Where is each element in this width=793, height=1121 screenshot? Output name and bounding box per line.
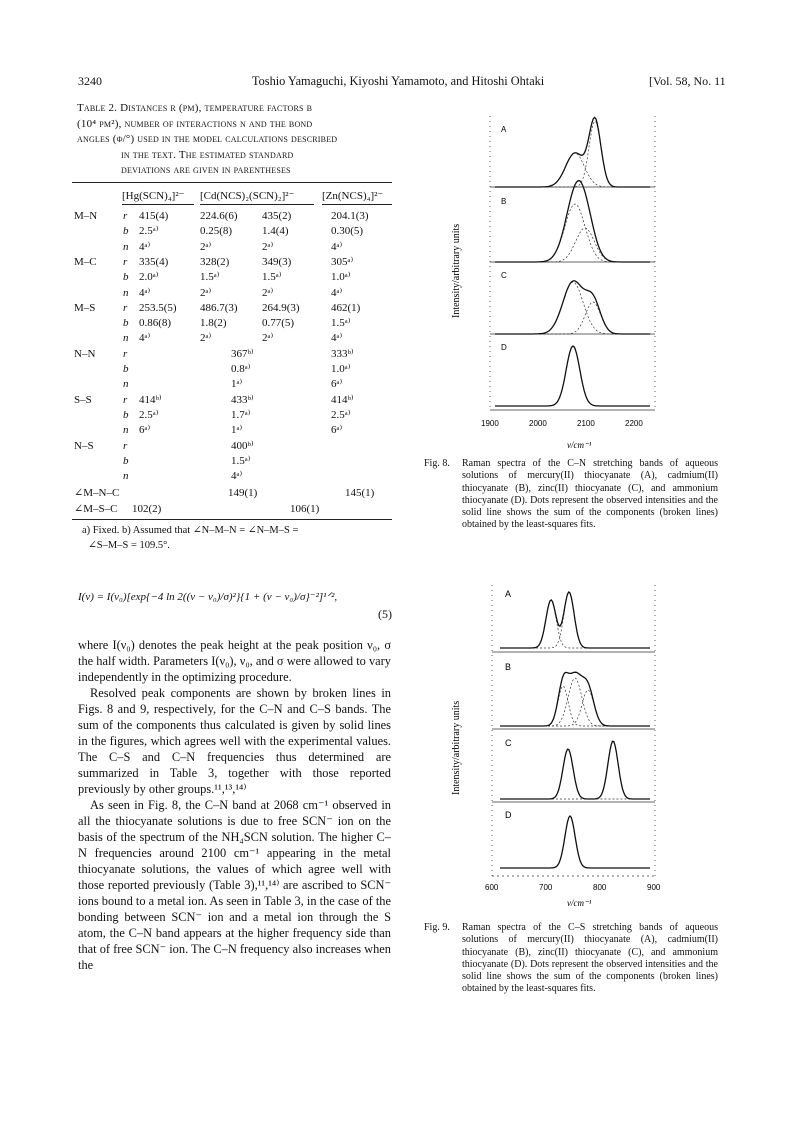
fig9-panel-C: C [505, 738, 512, 748]
fig8-B-sum-curve [495, 181, 650, 262]
table-row-label: S–S [74, 393, 92, 406]
fig8-frame [490, 116, 655, 410]
table-param: r [123, 210, 128, 222]
fig9-tick: 700 [539, 883, 553, 892]
figure-8-caption [424, 458, 718, 532]
fig9-caption-text: Raman spectra of the C–S stretching bands of aqueous solutions of mercury(II) thiocyanate (A), cadmium(II) thiocyanate (B), zinc(II) thiocyanate (C), and ammonium thiocyanate (D). Dots represent the observed intensities and the solid line shows the sum of the components (broken lines) obtained by the least-squares fits. [462, 922, 718, 995]
fig9-C-component-curve [500, 749, 650, 799]
table-cell: 1ᵃ⁾ [231, 424, 243, 437]
fig9-B-component-curve [500, 690, 650, 726]
table-cell: 462(1) [331, 301, 361, 314]
table-cell: 349(3) [262, 255, 292, 268]
fig8-x-axis-label: ν/cm⁻¹ [567, 440, 592, 450]
table-cell: 2ᵃ⁾ [262, 286, 274, 299]
fig8-D-sum-curve [495, 346, 650, 406]
fig9-frame [492, 585, 655, 876]
table-cell: 106(1) [290, 502, 320, 515]
table-cell: 264.9(3) [262, 301, 300, 314]
table-param: b [123, 317, 129, 330]
table-row-label: ∠M–N–C [74, 487, 120, 500]
fig9-tick: 900 [647, 883, 661, 892]
figure-8-plot [445, 110, 675, 455]
table-cell: 4ᵃ⁾ [231, 470, 243, 483]
fig9-C-sum-curve [500, 741, 650, 799]
fig8-A-sum-curve [495, 117, 650, 187]
fig8-B-component-curve [495, 204, 650, 262]
table-cell: 333ᵇ⁾ [331, 347, 354, 360]
fig8-y-axis-label: Intensity/arbitrary units [451, 223, 462, 318]
paragraph: Resolved peak components are shown by broken lines in Figs. 8 and 9, respectively, for the C–N and C–S bands. The sum of the components thus calculated is given by solid lines in the figures, which agrees well with the experimental values. The C–S and C–N frequencies thus determined are summarized in Table 3, together with those reported previously by other groups.¹¹,¹³,¹⁴⁾ [78, 686, 391, 796]
table-param: b [123, 363, 129, 375]
table-cell: 0.77(5) [262, 317, 295, 330]
fig9-C-component-curve [500, 741, 650, 799]
fig8-caption-text: Raman spectra of the C–N stretching bands of aqueous solutions of mercury(II) thiocyanate (A), cadmium(II) thiocyanate (B), zinc(II) thiocyanate (C), and ammonium thiocyanate (D). Dots represent the observed intensities and the solid line shows the sum of the components (broken lines) obtained by the least-squares fits. [462, 458, 718, 531]
table-cell: 433ᵇ⁾ [231, 393, 254, 406]
table-cell: 2ᵃ⁾ [200, 332, 212, 345]
fig8-panel-D: D [501, 343, 507, 352]
fig8-panel-C: C [501, 271, 507, 280]
table-cell: 1.0ᵃ⁾ [331, 271, 351, 284]
table-cell: 1.7ᵃ⁾ [231, 408, 251, 421]
table-param: r [123, 255, 128, 268]
table-cell: 2.0ᵃ⁾ [139, 271, 159, 284]
table-row-label: M–C [74, 255, 97, 268]
fig9-B-component-curve [500, 686, 650, 726]
fig8-panel-A: A [501, 125, 507, 134]
fig9-tick: 800 [593, 883, 607, 892]
table-cell: 400ᵇ⁾ [231, 439, 254, 452]
table-cell: 1.0ᵃ⁾ [331, 363, 351, 375]
fig8-B-component-curve [495, 228, 650, 262]
table-cell: 1ᵃ⁾ [231, 378, 243, 391]
table-cell: 0.8ᵃ⁾ [231, 363, 251, 375]
table-cell: 2.5ᵃ⁾ [331, 408, 351, 421]
table-cell: 2ᵃ⁾ [200, 286, 212, 299]
table-cell: 0.25(8) [200, 225, 233, 238]
table-param: n [123, 424, 129, 437]
fig9-D-sum-curve [500, 816, 650, 868]
table-cell: 1.5ᵃ⁾ [262, 271, 282, 284]
table-cell: 335(4) [139, 255, 169, 268]
table-param: n [123, 470, 129, 483]
fig9-x-axis-label: ν/cm⁻¹ [567, 898, 592, 908]
table-cell: 0.30(5) [331, 225, 364, 238]
table-cell: 415(4) [139, 210, 169, 222]
fig9-tick: 600 [485, 883, 499, 892]
fig9-B-component-curve [500, 678, 650, 726]
paragraph: where I(ν₀) denotes the peak height at the peak position ν₀, σ the half width. Parameters I(ν₀), ν₀, and σ were allowed to vary independently in the optimizing procedure. [78, 638, 391, 684]
table-cell: 149(1) [228, 487, 258, 500]
table-bottom-rule [72, 519, 392, 520]
table-row-label: M–N [74, 210, 98, 222]
fig9-y-axis-label: Intensity/arbitrary units [451, 700, 462, 795]
col-rule-hg [122, 204, 194, 205]
table-cell: 4ᵃ⁾ [139, 286, 151, 299]
table-caption-line: in the text. The estimated standard [121, 148, 294, 161]
fig8-C-component-curve [495, 302, 650, 334]
fig8-tick: 2100 [577, 419, 595, 428]
table-cell: 1.4(4) [262, 225, 289, 238]
table-param: r [123, 301, 128, 314]
footnote-line: ∠S–M–S = 109.5°. [88, 540, 170, 551]
table-cell: 0.86(8) [139, 317, 172, 330]
table-param: n [123, 286, 129, 299]
page-number: 3240 [78, 74, 102, 88]
fig8-C-sum-curve [495, 281, 650, 334]
fig9-B-sum-curve [500, 672, 650, 726]
table-param: n [123, 332, 129, 345]
fig8-D-component-curve [495, 346, 650, 406]
paragraph: As seen in Fig. 8, the C–N band at 2068 cm⁻¹ observed in all the thiocyanate solutions is due to free SCN⁻ ion on the basis of the spectrum of the NH₄SCN solution. The higher C–N frequencies around 2100 cm⁻¹ appearing in the metal thiocyanate solutions, the values of which agree well with those reported previously (Table 3),¹¹,¹⁴⁾ are ascribed to SCN⁻ ions bound to a metal ion. As seen in Table 3, in the case of the bonding between SCN⁻ ion and a metal ion through the S atom, the C–N band appears at the higher frequency side than that of free SCN⁻ ion. The C–N frequency also increases when the [78, 798, 391, 972]
fig8-caption-label: Fig. 8. [424, 458, 450, 469]
table-cell: 6ᵃ⁾ [139, 424, 151, 437]
journal-issue: [Vol. 58, No. 11 [649, 74, 726, 88]
table-caption-line: Table 2. Distances r (pm), temperature factors b [77, 102, 313, 114]
table-cell: 414ᵇ⁾ [331, 393, 354, 406]
table-cell: 253.5(5) [139, 301, 177, 314]
equation-5: I(ν) = I(ν₀)[exp{−4 ln 2((ν − ν₀)/σ)²}{1 + (ν − ν₀)/σ}⁻²]¹ᐟ², [78, 591, 338, 603]
figure-9-caption [424, 922, 718, 996]
table-cell: 305ᵃ⁾ [331, 255, 354, 268]
table-cell: 2ᵃ⁾ [262, 240, 274, 253]
table-cell: 224.6(6) [200, 210, 238, 222]
table-param: r [123, 347, 128, 360]
fig9-D-component-curve [500, 816, 650, 868]
equation-number: (5) [378, 607, 392, 621]
table-cell: 6ᵃ⁾ [331, 424, 343, 437]
table-cell: 2ᵃ⁾ [200, 240, 212, 253]
fig9-panel-A: A [505, 589, 512, 599]
table-cell: 4ᵃ⁾ [331, 286, 343, 299]
table-row-label: N–S [74, 439, 94, 452]
fig8-tick: 2000 [529, 419, 547, 428]
running-authors: Toshio Yamaguchi, Kiyoshi Yamamoto, and Hitoshi Ohtaki [252, 74, 545, 88]
fig9-A-sum-curve [500, 592, 650, 648]
table-cell: 4ᵃ⁾ [139, 240, 151, 253]
fig9-caption-label: Fig. 9. [424, 922, 450, 933]
table-cell: 2.5ᵃ⁾ [139, 408, 159, 421]
table-param: b [123, 225, 129, 238]
table-cell: 1.8(2) [200, 317, 227, 330]
col-rule-zn [322, 204, 392, 205]
table-cell: 1.5ᵃ⁾ [200, 271, 220, 284]
table-param: b [123, 408, 129, 421]
col-rule-cd [200, 204, 314, 205]
fig8-tick: 2200 [625, 419, 643, 428]
table-param: n [123, 240, 129, 253]
table-param: b [123, 454, 129, 467]
table-cell: 102(2) [132, 502, 162, 515]
table-row-label: ∠M–S–C [74, 502, 118, 515]
table-cell: 204.1(3) [331, 210, 369, 222]
col-header-cd: [Cd(NCS)₂(SCN)₂]²⁻ [200, 190, 295, 202]
table-cell: 414ᵇ⁾ [139, 393, 162, 406]
body-text [78, 637, 391, 973]
table-caption-line: deviations are given in parentheses [121, 164, 291, 177]
table-cell: 1.5ᵃ⁾ [231, 454, 251, 467]
table-footnote [82, 523, 298, 553]
table-cell: 2ᵃ⁾ [262, 332, 274, 345]
figure-9-plot [445, 580, 675, 910]
fig8-panel-B: B [501, 197, 507, 206]
table-cell: 4ᵃ⁾ [331, 332, 343, 345]
table-param: r [123, 439, 128, 452]
table-cell: 1.5ᵃ⁾ [331, 317, 351, 330]
table-cell: 2.5ᵃ⁾ [139, 225, 159, 238]
table-param: n [123, 378, 129, 391]
table-cell: 6ᵃ⁾ [331, 378, 343, 391]
table-row-label: N–N [74, 347, 96, 360]
table-caption-line: (10⁴ pm²), number of interactions n and the bond [77, 117, 313, 130]
table-param: b [123, 271, 129, 284]
table-cell: 435(2) [262, 210, 292, 222]
table-cell: 4ᵃ⁾ [139, 332, 151, 345]
table-cell: 145(1) [345, 487, 375, 500]
table-cell: 4ᵃ⁾ [331, 240, 343, 253]
fig8-tick: 1900 [481, 419, 499, 428]
fig9-panel-D: D [505, 810, 512, 820]
table-cell: 486.7(3) [200, 301, 238, 314]
table-row-label: M–S [74, 301, 96, 314]
table-cell: 367ᵇ⁾ [231, 347, 254, 360]
col-header-hg: [Hg(SCN)₄]²⁻ [122, 190, 185, 202]
table-param: r [123, 393, 128, 406]
table-cell: 328(2) [200, 255, 230, 268]
table-top-rule [72, 182, 392, 183]
footnote-line: a) Fixed. b) Assumed that ∠N–M–N = ∠N–M–S = [82, 525, 299, 536]
col-header-zn: [Zn(NCS)₄]²⁻ [322, 190, 384, 202]
table-caption-line: angles (ϕ/°) used in the model calculations described [77, 133, 338, 146]
fig8-A-component-curve [495, 153, 650, 187]
fig9-panel-B: B [505, 662, 512, 672]
fig8-C-component-curve [495, 282, 650, 334]
fig9-A-component-curve [500, 600, 650, 648]
